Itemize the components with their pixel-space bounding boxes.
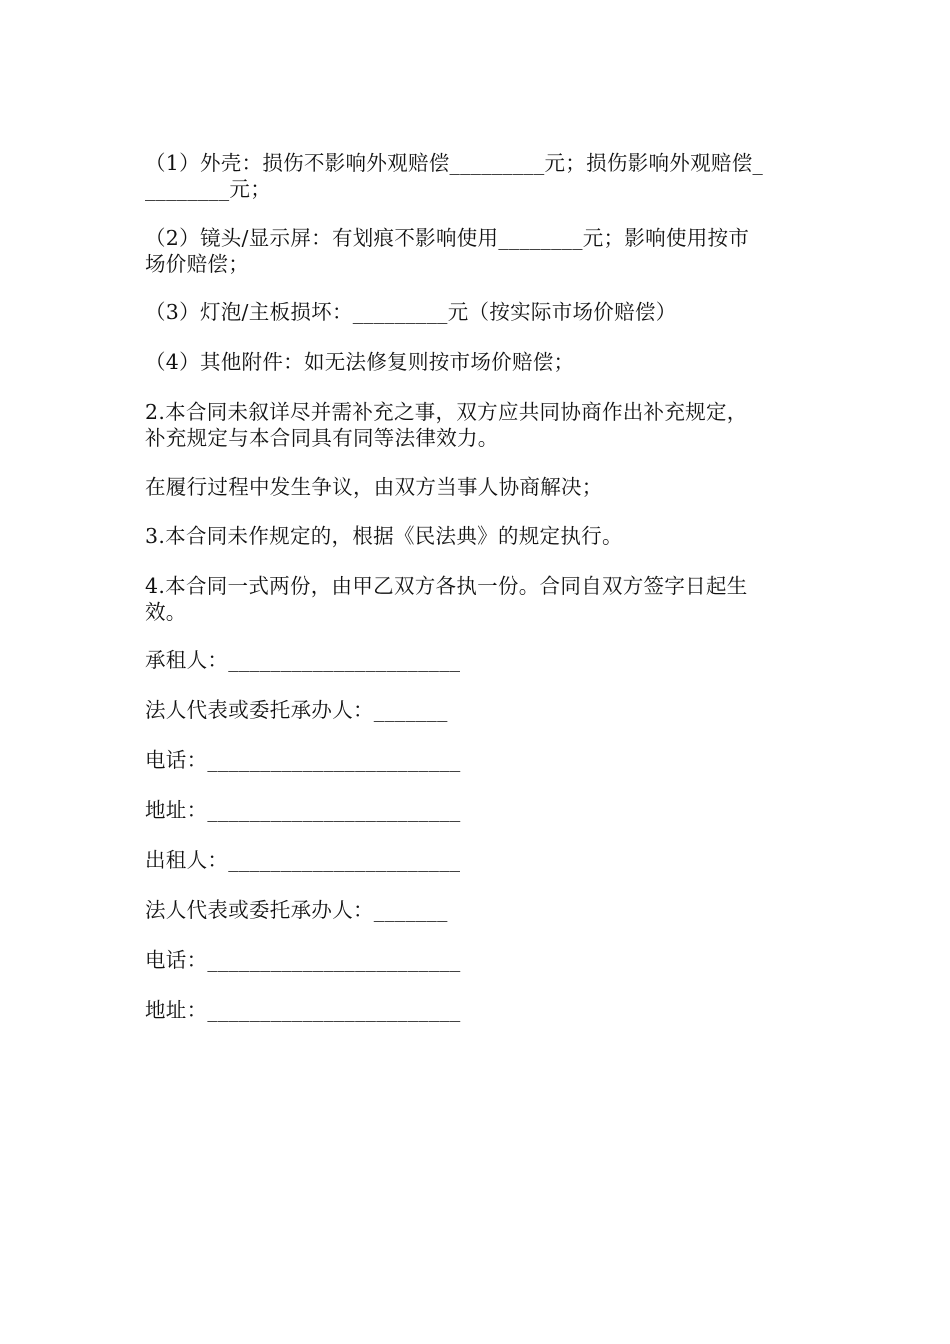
lessor-phone-field [145, 947, 810, 973]
damage-item-lens-line2: 场价赔偿； [145, 252, 249, 276]
clause-2-line2: 补充规定与本合同具有同等法律效力。 [145, 426, 499, 450]
lessee-name-text: 承租人：______________________ [145, 648, 461, 672]
dispute-text [145, 474, 810, 500]
lessor-phone-text: 电话：________________________ [145, 948, 461, 972]
clause-3 [145, 523, 810, 549]
lessor-rep-text: 法人代表或委托承办人：_______ [145, 898, 448, 922]
clause-2 [145, 399, 810, 451]
lessee-address-field [145, 797, 810, 823]
lessor-name-field [145, 847, 810, 873]
damage-item-bulb-board [145, 299, 810, 325]
lessor-address-text: 地址：________________________ [145, 998, 461, 1022]
damage-item-shell [145, 150, 810, 202]
damage-item-lens-line1: （2）镜头/显示屏：有划痕不影响使用________元；影响使用按市 [145, 226, 750, 250]
dispute-text-line: 在履行过程中发生争议，由双方当事人协商解决； [145, 475, 603, 499]
clause-3-line: 3.本合同未作规定的，根据《民法典》的规定执行。 [145, 524, 623, 548]
lessee-rep-text: 法人代表或委托承办人：_______ [145, 698, 448, 722]
lessor-name-text: 出租人：______________________ [145, 848, 461, 872]
lessor-rep-field [145, 897, 810, 923]
damage-item-bulb-line1: （3）灯泡/主板损坏：_________元（按实际市场价赔偿） [145, 300, 677, 324]
damage-item-shell-line1: （1）外壳：损伤不影响外观赔偿_________元；损伤影响外观赔偿_ [145, 151, 764, 175]
damage-item-accessories-line1: （4）其他附件：如无法修复则按市场价赔偿； [145, 350, 575, 374]
clause-2-line1: 2.本合同未叙详尽并需补充之事，双方应共同协商作出补充规定， [145, 400, 748, 424]
lessee-rep-field [145, 697, 810, 723]
lessor-address-field [145, 997, 810, 1023]
clause-4-line2: 效。 [145, 600, 187, 624]
lessee-address-text: 地址：________________________ [145, 798, 461, 822]
damage-item-accessories [145, 349, 810, 375]
damage-item-lens-screen [145, 225, 810, 277]
clause-4 [145, 573, 810, 625]
lessee-phone-field [145, 747, 810, 773]
damage-item-shell-line2: ________元； [145, 177, 271, 201]
lessee-name-field [145, 647, 810, 673]
lessee-phone-text: 电话：________________________ [145, 748, 461, 772]
clause-4-line1: 4.本合同一式两份，由甲乙双方各执一份。合同自双方签字日起生 [145, 574, 748, 598]
